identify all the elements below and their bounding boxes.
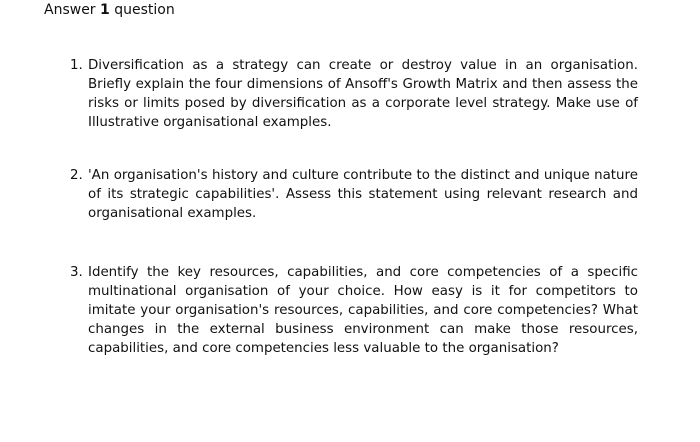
- question-text: 'An organisation's history and culture contribute to the distinct and unique nature of its strategic capabilities'. Assess this statement using relevant research and organisational examples.: [88, 168, 638, 221]
- header-count: 1: [100, 2, 110, 18]
- instruction-header: [44, 1, 175, 19]
- question-number: 2.: [70, 168, 83, 183]
- header-suffix: question: [114, 2, 175, 18]
- question-item-2: [70, 166, 638, 223]
- question-text: Diversification as a strategy can create or destroy value in an organisation. Briefly explain the four dimensions of Ansoff's Growth Matrix and then assess the risks or limits posed by diversification as a corporate level strategy. Make use of Illustrative organisational examples.: [88, 58, 638, 130]
- question-item-1: [70, 56, 638, 132]
- question-text: Identify the key resources, capabilities, and core competencies of a specific multinational organisation of your choice. How easy is it for competitors to imitate your organisation's resources, capabilities, and core competencies? What changes in the external business environment can make those resources, capabilities, and core competencies less valuable to the organisation?: [88, 265, 638, 356]
- question-number: 3.: [70, 265, 83, 280]
- question-item-3: [70, 263, 638, 358]
- header-prefix: Answer: [44, 2, 96, 18]
- question-number: 1.: [70, 58, 83, 73]
